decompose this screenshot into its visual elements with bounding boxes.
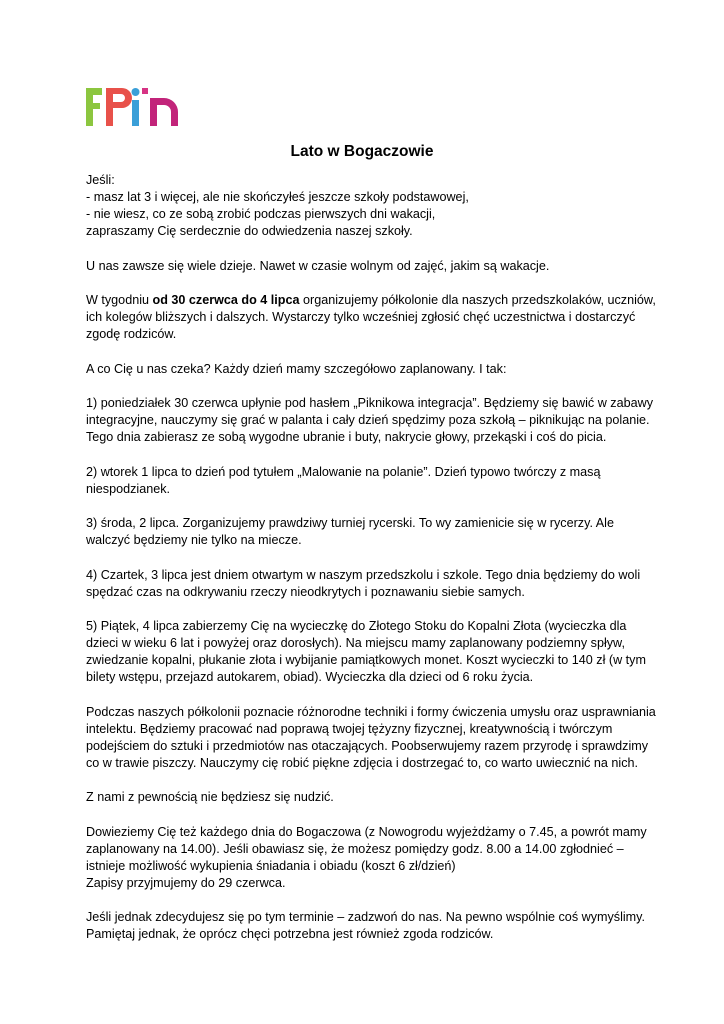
text-line: podejściem do sztuki i przedmiotów nas otaczających. Poobserwujemy razem przyrodę i sprawdzimy (86, 738, 649, 753)
transport-paragraph (86, 824, 646, 892)
text-line: integracyjne, nauczymy się grać w palanta i cały dzień spędzimy poza szkołą – piknikując na polanie. (86, 413, 650, 427)
text-line: - nie wiesz, co ze sobą zrobić podczas pierwszych dni wakacji, (86, 207, 436, 221)
text-line: niespodzianek. (86, 481, 171, 496)
text-line: zaplanowany na 14.00). Jeśli obawiasz się, że możesz pomiędzy godz. 8.00 a 14.00 zgłodnieć – (86, 841, 624, 856)
what-paragraph (86, 361, 646, 378)
text-line: co w trawie piszczy. Nauczymy cię robić piękne zdjęcia i dostrzegać to, co warto uwiecznić na nich. (86, 755, 639, 770)
text-line: Tego dnia zabierasz ze sobą wygodne ubranie i buty, nakrycie głowy, przekąski i coś do picia. (86, 430, 607, 444)
bored-paragraph (86, 789, 646, 806)
text-line: Jeśli: (86, 173, 115, 187)
document-title: Lato w Bogaczowie (290, 143, 434, 160)
text-line: - masz lat 3 i więcej, ale nie skończyłeś jeszcze szkoły podstawowej, (86, 190, 469, 204)
text-span: W tygodniu (86, 293, 153, 307)
fpin-logo (86, 86, 180, 128)
text-line: Podczas naszych półkolonii poznacie różnorodne techniki i formy ćwiczenia umysłu oraz usprawniania (86, 704, 656, 719)
date-range-bold: od 30 czerwca do 4 lipca (152, 293, 300, 307)
text-line: Z nami z pewnością nie będziesz się nudzić. (86, 790, 334, 804)
text-line: Zapisy przyjmujemy do 29 czerwca. (86, 875, 286, 890)
text-line: ich kolegów bliższych i dalszych. Wystarczy tylko wcześniej zgłosić chęć uczestnictwa i dostarczyć (86, 310, 636, 324)
text-line: intelektu. Będziemy pracować nad poprawą twojej tężyzny fizycznej, kreatywnością i twórczym (86, 721, 613, 736)
learn-paragraph (86, 704, 656, 772)
text-line: walczyć będziemy nie tylko na miecze. (86, 533, 302, 547)
text-line: dzieci w wieku 6 lat i powyżej oraz dorosłych). Na miejscu mamy zaplanowany podziemny spływ, (86, 636, 625, 650)
text-line: zgodę rodziców. (86, 327, 177, 341)
text-line (86, 292, 656, 309)
text-line: A co Cię u nas czeka? Każdy dzień mamy szczegółowo zaplanowany. I tak: (86, 361, 507, 376)
logo-letter-i (132, 100, 139, 126)
text-line: zwiedzanie kopalni, płukanie złota i wybijanie pamiątkowych monet. Koszt wycieczki to 140 zł (w tym (86, 653, 646, 667)
text-line: zapraszamy Cię serdecznie do odwiedzenia naszej szkoły. (86, 224, 413, 238)
text-span: organizujemy półkolonie dla naszych przedszkolaków, uczniów, (299, 293, 656, 307)
late-paragraph (86, 909, 646, 943)
text-line: 1) poniedziałek 30 czerwca upłynie pod hasłem „Piknikowa integracja”. Będziemy się bawić w zabawy (86, 396, 653, 410)
text-line: istnieje możliwość wykupienia śniadania i obiadu (koszt 6 zł/dzień) (86, 858, 456, 873)
text-line: Pamiętaj jednak, że oprócz chęci potrzebna jest również zgoda rodziców. (86, 927, 494, 941)
intro-paragraph (86, 172, 646, 240)
week-paragraph (86, 292, 656, 343)
text-line: 2) wtorek 1 lipca to dzień pod tytułem „Malowanie na polanie”. Dzień typowo twórczy z masą (86, 464, 601, 479)
day3-paragraph (86, 515, 646, 549)
day5-paragraph (86, 618, 646, 686)
day4-paragraph (86, 567, 646, 601)
text-line: 3) środa, 2 lipca. Zorganizujemy prawdziwy turniej rycerski. To wy zamienicie się w rycerzy. Ale (86, 516, 614, 530)
day2-paragraph (86, 464, 646, 498)
day1-paragraph (86, 395, 653, 446)
text-line: bilety wstępu, przejazd autokarem, obiad). Wycieczka dla dzieci od 6 roku życia. (86, 670, 534, 684)
text-line: 5) Piątek, 4 lipca zabierzemy Cię na wycieczkę do Złotego Stoku do Kopalni Złota (wycieczka dla (86, 619, 627, 633)
always-paragraph (86, 258, 646, 275)
text-line: Dowieziemy Cię też każdego dnia do Bogaczowa (z Nowogrodu wyjeżdżamy o 7.45, a powrót mamy (86, 824, 647, 839)
text-line: U nas zawsze się wiele dzieje. Nawet w czasie wolnym od zajęć, jakim są wakacje. (86, 258, 550, 273)
text-line: spędzać czas na odkrywaniu rzeczy nieodkrytych i poznawaniu siebie samych. (86, 584, 525, 599)
text-line: 4) Czartek, 3 lipca jest dniem otwartym w naszym przedszkolu i szkole. Tego dnia będziemy do woli (86, 567, 641, 582)
document-body (86, 172, 656, 961)
text-line: Jeśli jednak zdecydujesz się po tym terminie – zadzwoń do nas. Na pewno wspólnie coś wymyślimy. (86, 910, 646, 924)
